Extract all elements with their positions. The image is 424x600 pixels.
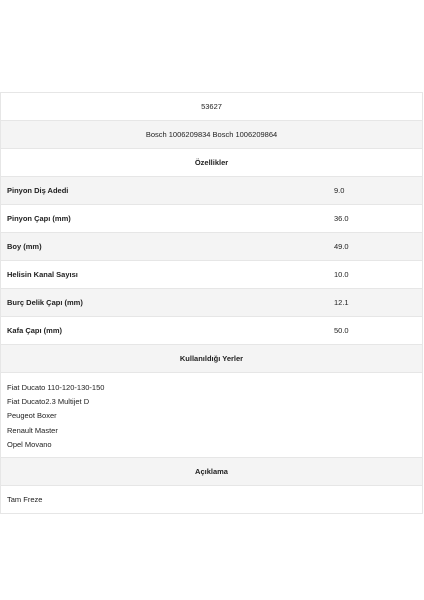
reference-numbers-row [1, 121, 422, 149]
spec-row-pinion-teeth [1, 177, 422, 205]
spec-row-bushing-bore [1, 289, 422, 317]
list-item: Opel Movano [7, 439, 52, 449]
spec-label: Pinyon Çapı (mm) [7, 214, 71, 223]
spec-row-head-diameter [1, 317, 422, 345]
product-code-row [1, 93, 422, 121]
spec-label: Kafa Çapı (mm) [7, 326, 63, 335]
description-text: Tam Freze [7, 495, 43, 504]
features-header [1, 149, 422, 177]
spec-value: 12.1 [334, 298, 349, 307]
list-item: Fiat Ducato 110-120-130-150 [7, 383, 105, 392]
spec-label: Pinyon Diş Adedi [7, 186, 69, 195]
list-item: Renault Master [7, 425, 58, 435]
list-item: Fiat Ducato2.3 Multijet D [7, 397, 90, 407]
spec-label: Helisin Kanal Sayısı [7, 270, 78, 279]
spec-label: Burç Delik Çapı (mm) [7, 298, 83, 307]
spec-value: 36.0 [334, 214, 349, 223]
description-row [1, 486, 422, 514]
spec-value: 10.0 [334, 270, 349, 279]
usage-list [1, 373, 422, 458]
description-header [1, 458, 422, 486]
spec-value: 50.0 [334, 326, 349, 335]
spec-row-pinion-diameter [1, 205, 422, 233]
usage-header [1, 345, 422, 373]
list-item: Peugeot Boxer [7, 411, 57, 421]
reference-numbers: Bosch 1006209834 Bosch 1006209864 [145, 130, 278, 139]
product-spec-table [0, 92, 423, 514]
features-title: Özellikler [194, 158, 229, 167]
spec-row-length [1, 233, 422, 261]
spec-value: 9.0 [334, 186, 345, 195]
spec-value: 49.0 [334, 242, 349, 251]
product-code: 53627 [201, 102, 222, 111]
usage-title: Kullanıldığı Yerler [179, 354, 244, 363]
spec-row-helix-channels [1, 261, 422, 289]
spec-label: Boy (mm) [7, 242, 42, 251]
description-title: Açıklama [195, 467, 228, 476]
